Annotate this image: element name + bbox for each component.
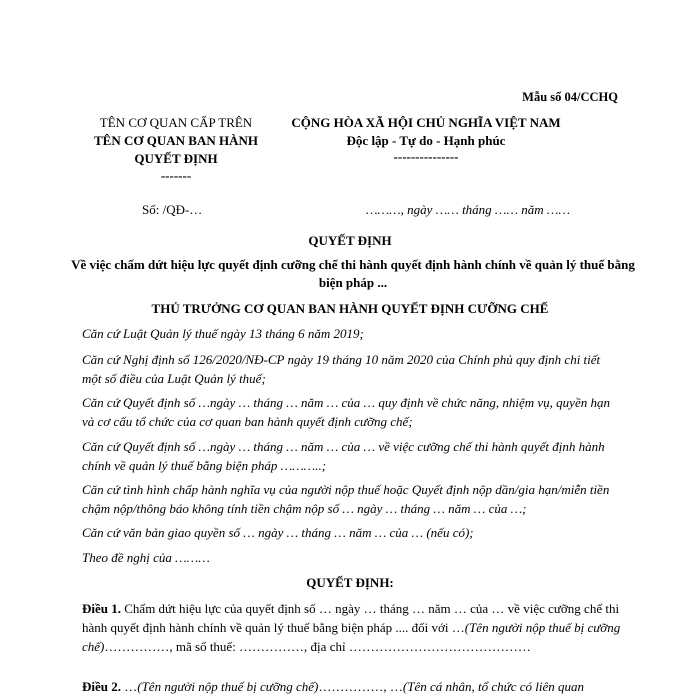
header-divider-right: ---------------: [393, 149, 459, 164]
article-1-label: Điều 1.: [82, 601, 121, 616]
date-line: ………, ngày …… tháng …… năm ……: [366, 202, 571, 217]
article-2-label: Điều 2.: [82, 679, 121, 694]
legal-ground: Căn cứ Luật Quản lý thuế ngày 13 tháng 6 năm 2019;: [82, 326, 364, 341]
header-divider-left: -------: [160, 168, 192, 183]
article-2-placeholder: (Tên người nộp thuế bị cưỡng chế): [137, 679, 319, 694]
legal-ground: Căn cứ văn bản giao quyền số … ngày … tháng … năm … của … (nếu có);: [82, 525, 474, 540]
article-1-text: Chấm dứt hiệu lực của quyết định số … ngày … tháng … năm … của … về việc cưỡng chế thi hành quyết định hành chính về quản lý thuế bằng biện pháp .... đối với …: [82, 601, 620, 635]
legal-ground: Căn cứ Nghị định số 126/2020/NĐ-CP ngày 19 tháng 10 năm 2020 của Chính phủ quy định chi tiết một số điều của Luật Quản lý thuế;: [82, 352, 601, 386]
legal-ground: Căn cứ tình hình chấp hành nghĩa vụ của người nộp thuế hoặc Quyết định nộp dần/gia hạn/miễn tiền chậm nộp/thông báo không tính tiền chậm nộp số … ngày … tháng … năm … của …;: [82, 482, 610, 516]
article-2-placeholder-2: (Tên cá nhân, tổ chức có liên quan: [402, 679, 584, 694]
legal-ground: Căn cứ Quyết định số …ngày … tháng … năm … của … quy định về chức năng, nhiệm vụ, quyền hạn và cơ cấu tổ chức của cơ quan ban hành quyết định cưỡng chế;: [82, 395, 610, 429]
article-2: [82, 677, 622, 696]
form-code: Mẫu số 04/CCHQ: [522, 90, 618, 104]
decision-heading: QUYẾT ĐỊNH:: [306, 575, 394, 590]
national-motto: Độc lập - Tự do - Hạnh phúc: [346, 133, 506, 148]
issuing-agency-name: TÊN CƠ QUAN BAN HÀNH: [94, 133, 258, 148]
article-1-text-cont: ……………, mã số thuế: ……………, địa chỉ ……………………………………: [104, 639, 531, 654]
legal-ground: Theo đề nghị của ………: [82, 550, 210, 565]
document-title: QUYẾT ĐỊNH: [308, 233, 392, 248]
issuing-agency-name-cont: QUYẾT ĐỊNH: [134, 151, 218, 166]
article-2-text: …: [121, 679, 138, 694]
document-subtitle: Về việc chấm dứt hiệu lực quyết định cưỡng chế thi hành quyết định hành chính về quản lý thuế bằng biện pháp ...: [71, 257, 635, 290]
issuing-agency-header: [74, 114, 278, 184]
article-1: [82, 599, 622, 656]
country-name: CỘNG HÒA XÃ HỘI CHỦ NGHĨA VIỆT NAM: [291, 115, 561, 130]
national-motto-header: [276, 114, 576, 164]
authority-heading: THỦ TRƯỞNG CƠ QUAN BAN HÀNH QUYẾT ĐỊNH CƯỠNG CHẾ: [151, 301, 549, 316]
legal-ground: Căn cứ Quyết định số …ngày … tháng … năm … của … về việc cưỡng chế thi hành quyết định hành chính về quản lý thuế bằng biện pháp ………..;: [82, 439, 605, 473]
article-1-placeholder: (Tên người nộp thuế bị cưỡng chế): [82, 620, 621, 654]
superior-agency-name: TÊN CƠ QUAN CẤP TRÊN: [99, 115, 253, 130]
article-2-text-cont: ……………, …: [318, 679, 403, 694]
document-number: Số: /QĐ-…: [142, 202, 203, 217]
